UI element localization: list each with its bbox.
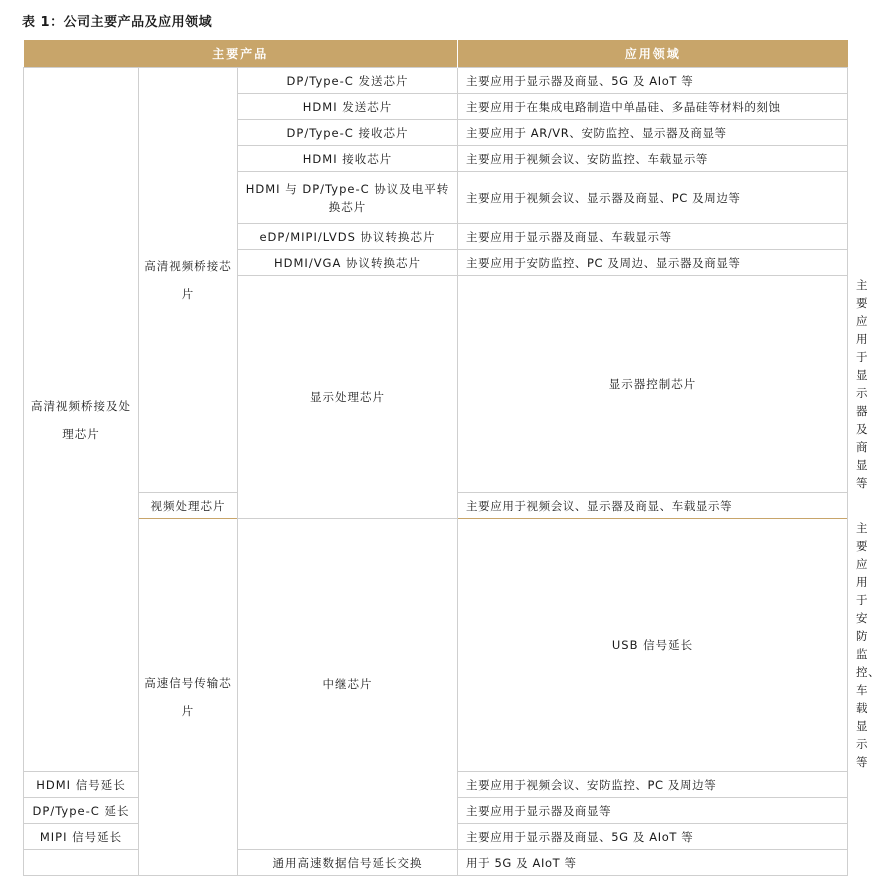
product-cell: HDMI 发送芯片: [238, 94, 458, 120]
application-cell: 主要应用于在集成电路制造中单晶硅、多晶硅等材料的刻蚀: [458, 94, 848, 120]
subcategory-cell: 中继芯片: [238, 519, 458, 850]
application-cell: 主要应用于视频会议、安防监控、车载显示等: [458, 146, 848, 172]
application-cell: 主要应用于显示器及商显、5G 及 AIoT 等: [458, 824, 848, 850]
product-cell: USB 信号延长: [458, 519, 848, 772]
table-row: 高速信号传输芯片 中继芯片 USB 信号延长 主要应用于安防监控、车载显示等: [24, 519, 848, 772]
application-cell: 主要应用于 AR/VR、安防监控、显示器及商显等: [458, 120, 848, 146]
header-applications: 应用领域: [458, 40, 848, 68]
table-header-row: [24, 40, 848, 68]
product-cell: 视频处理芯片: [139, 493, 238, 519]
category-cell: 高清视频桥接及处理芯片: [24, 68, 139, 772]
application-cell: 主要应用于视频会议、显示器及商显、车载显示等: [458, 493, 848, 519]
application-cell: 主要应用于视频会议、显示器及商显、PC 及周边等: [458, 172, 848, 224]
product-cell: HDMI 与 DP/Type-C 协议及电平转换芯片: [238, 172, 458, 224]
product-cell: DP/Type-C 接收芯片: [238, 120, 458, 146]
subcategory-cell: [24, 850, 139, 876]
product-cell: DP/Type-C 发送芯片: [238, 68, 458, 94]
product-cell: 显示器控制芯片: [458, 276, 848, 493]
product-cell: HDMI/VGA 协议转换芯片: [238, 250, 458, 276]
application-cell: 主要应用于安防监控、PC 及周边、显示器及商显等: [458, 250, 848, 276]
table-row: [24, 68, 848, 94]
application-cell: 主要应用于视频会议、安防监控、PC 及周边等: [458, 772, 848, 798]
product-cell: HDMI 信号延长: [24, 772, 139, 798]
application-cell: 用于 5G 及 AIoT 等: [458, 850, 848, 876]
subcategory-cell: 显示处理芯片: [238, 276, 458, 519]
product-cell: MIPI 信号延长: [24, 824, 139, 850]
subcategory-cell: 高清视频桥接芯片: [139, 68, 238, 493]
product-cell: 通用高速数据信号延长交换: [238, 850, 458, 876]
application-cell: 主要应用于显示器及商显、5G 及 AIoT 等: [458, 68, 848, 94]
table-row: 显示处理芯片 显示器控制芯片 主要应用于显示器及商显等: [24, 276, 848, 493]
product-table: [23, 40, 880, 876]
product-cell: DP/Type-C 延长: [24, 798, 139, 824]
table-caption: 表 1：公司主要产品及应用领域: [22, 15, 213, 30]
header-products: 主要产品: [24, 40, 458, 68]
category-cell: 高速信号传输芯片: [139, 519, 238, 876]
product-cell: HDMI 接收芯片: [238, 146, 458, 172]
product-cell: eDP/MIPI/LVDS 协议转换芯片: [238, 224, 458, 250]
application-cell: 主要应用于显示器及商显、车载显示等: [458, 224, 848, 250]
application-cell: 主要应用于显示器及商显等: [458, 798, 848, 824]
